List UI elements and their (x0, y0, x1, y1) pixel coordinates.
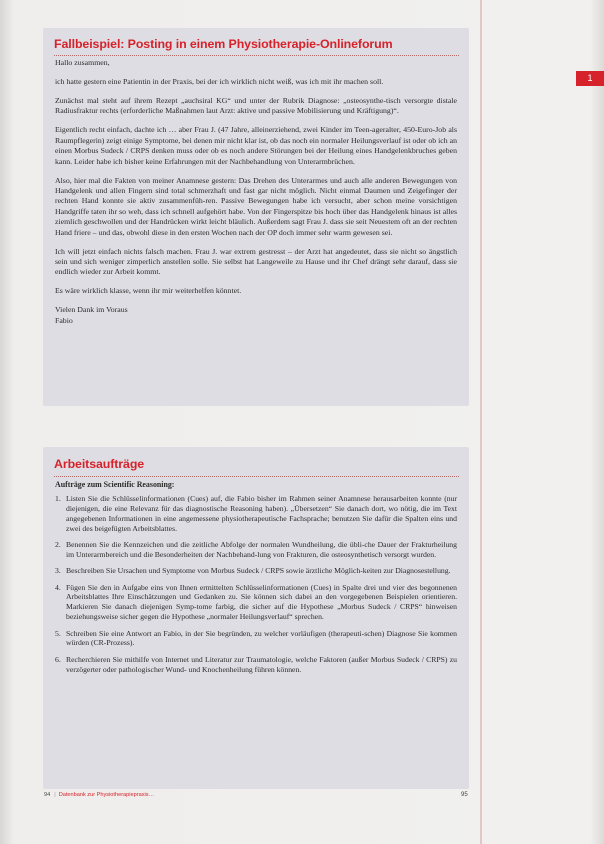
task-item (55, 655, 457, 675)
case-paragraph: Eigentlich recht einfach, dachte ich … aber Frau J. (47 Jahre, alleinerziehend, zwei Kinder im Teen-ageralter, 450-Euro-Job als Raumpflegerin) zeigt einige Symptome, bei denen mir nicht klar ist, ob das noch ein normaler Heilungsverlauf ist oder ob ich an einen Morbus Sudeck / CRPS denken muss oder ob es noch andere Störungen bei der Heilung eines Handgelenkbruches geben kann. Leider habe ich bisher keine Erfahrungen mit der Nachbehandlung von Unterarmbrüchen. (55, 125, 457, 166)
case-paragraph: Zunächst mal steht auf ihrem Rezept „auchsiral KG“ und unter der Rubrik Diagnose: „osteosynthe-tisch versorgte distale Radiusfraktur rechts (erforderliche Maßnahmen laut Arzt: aktive und passive Mobilisierung und Kräftigung)“. (55, 96, 457, 116)
title-divider (54, 476, 459, 477)
task-number: 1. (55, 494, 61, 503)
task-list (55, 494, 457, 681)
tasks-subtitle: Aufträge zum Scientific Reasoning: (55, 480, 175, 489)
case-title: Fallbeispiel: Posting in einem Physiotherapie-Onlineforum (54, 37, 393, 51)
task-item (55, 583, 457, 623)
greeting: Hallo zusammen, (55, 58, 110, 67)
task-item (55, 540, 457, 560)
signature: Vielen Dank im Voraus Fabio (55, 305, 128, 325)
task-number: 5. (55, 628, 61, 638)
task-number: 6. (55, 654, 61, 664)
tasks-box (43, 447, 469, 789)
footer-separator: | (54, 792, 56, 798)
task-text: Beschreiben Sie Ursachen und Symptome von Morbus Sudeck / CRPS sowie ärztliche Möglich-keiten zur Diagnosestellung. (66, 566, 451, 576)
case-paragraph: Also, hier mal die Fakten von meiner Anamnese gestern: Das Drehen des Unterarmes und auch alle anderen Bewegungen von Handgelenk und allen Fingern sind total schmerzhaft und fast gar nicht möglich. Nicht einmal Daumen und Zeigefinger der rechten Hand konnte sie aktiv zusammenfüh-ren. Passive Bewegungen habe ich versucht, aber schon meine vorsichtigen Handgriffe taten ihr so weh, dass ich schnell aufgehört habe. Von der Fingerspitze bis hoch über das Handgelenk hinaus ist alles ziemlich geschwollen und der Handrücken wirkt leicht bläulich. Außerdem sagt Frau J. dass sie seit Neuestem oft an der rechten Hand friere – und das, obwohl diese in den ersten Wochen nach der OP doch immer sehr warm gewesen sei. (55, 175, 457, 237)
task-text: Fügen Sie den in Aufgabe eins von Ihnen ermittelten Schlüsselinformationen (Cues) in Spalte drei und vier des begonnenen Arbeitsblattes Ihre Einschätzungen und Gedanken zu. Sie können sich dabei an den vorgegebenen Beispielen orientieren. Markieren Sie danach diejenigen Symp-tome farbig, die sicher auf die Hypothese „Morbus Sudeck / CRPS“ hinweisen beziehungsweise sicher gegen die Hypothese „normaler Heilungsverlauf“ sprechen. (66, 582, 457, 622)
task-text: Benennen Sie die Kennzeichen und die zeitliche Abfolge der normalen Wundheilung, die übli-che Dauer der Frakturheilung im Unterarmbereich und die Besonderheiten der Nachbehand-lung von Frakturen, die osteosynthetisch versorgt wurden. (66, 540, 457, 559)
case-body (55, 58, 457, 335)
task-item (55, 629, 457, 649)
task-number: 3. (55, 566, 61, 576)
task-item (55, 566, 457, 576)
margin-line (480, 0, 482, 844)
case-paragraph: Ich will jetzt einfach nichts falsch machen. Frau J. war extrem gestresst – der Arzt hat angedeutet, dass sie nicht so ängstlich sein und sich weniger zimperlich anstellen solle. Sie selbst hat Langeweile zu Hause und ihr Chef drängt sehr darauf, dass sie endlich wieder zur Arbeit kommt. (55, 246, 457, 277)
footer-text: Datenbank zur Physiotherapiepraxis… (58, 792, 155, 798)
chapter-tab: 1 (576, 71, 604, 86)
footer-left (44, 792, 154, 798)
tasks-title: Arbeitsaufträge (54, 457, 145, 471)
title-divider (54, 55, 459, 56)
case-paragraph: Es wäre wirklich klasse, wenn ihr mir weiterhelfen könntet. (55, 286, 242, 296)
task-text: Schreiben Sie eine Antwort an Fabio, in der Sie begründen, zu welcher vorläufigen (therapeuti-schen) Diagnose Sie kommen würden (CR-Prozess). (66, 628, 457, 648)
task-text: Recherchieren Sie mithilfe von Internet und Literatur zur Traumatologie, welche Faktoren (außer Morbus Sudeck / CRPS) zu verzögerter oder pathologischer Wund- und Knochenheilung führen können. (66, 654, 457, 674)
task-number: 2. (55, 540, 61, 550)
case-paragraph: ich hatte gestern eine Patientin in der Praxis, bei der ich wirklich nicht weiß, was ich mit ihr machen soll. (55, 77, 384, 86)
task-text: Listen Sie die Schlüsselinformationen (Cues) auf, die Fabio bisher im Rahmen seiner Anamnese herausarbeiten konnte (nur diejenigen, die eine Relevanz für das diagnostische Reasoning haben). „Übersetzen“ Sie danach dort, wo nötig, die im Text angegebenen Informationen in eine angemessene physiotherapeutische Fachsprache; benutzen Sie dafür die Spalten eins und zwei des beigefügten Arbeitsblattes. (66, 494, 457, 533)
page-number-right: 95 (461, 792, 468, 798)
task-item (55, 494, 457, 534)
page-number-left: 94 (44, 792, 51, 798)
task-number: 4. (55, 582, 61, 592)
case-box (43, 28, 469, 406)
